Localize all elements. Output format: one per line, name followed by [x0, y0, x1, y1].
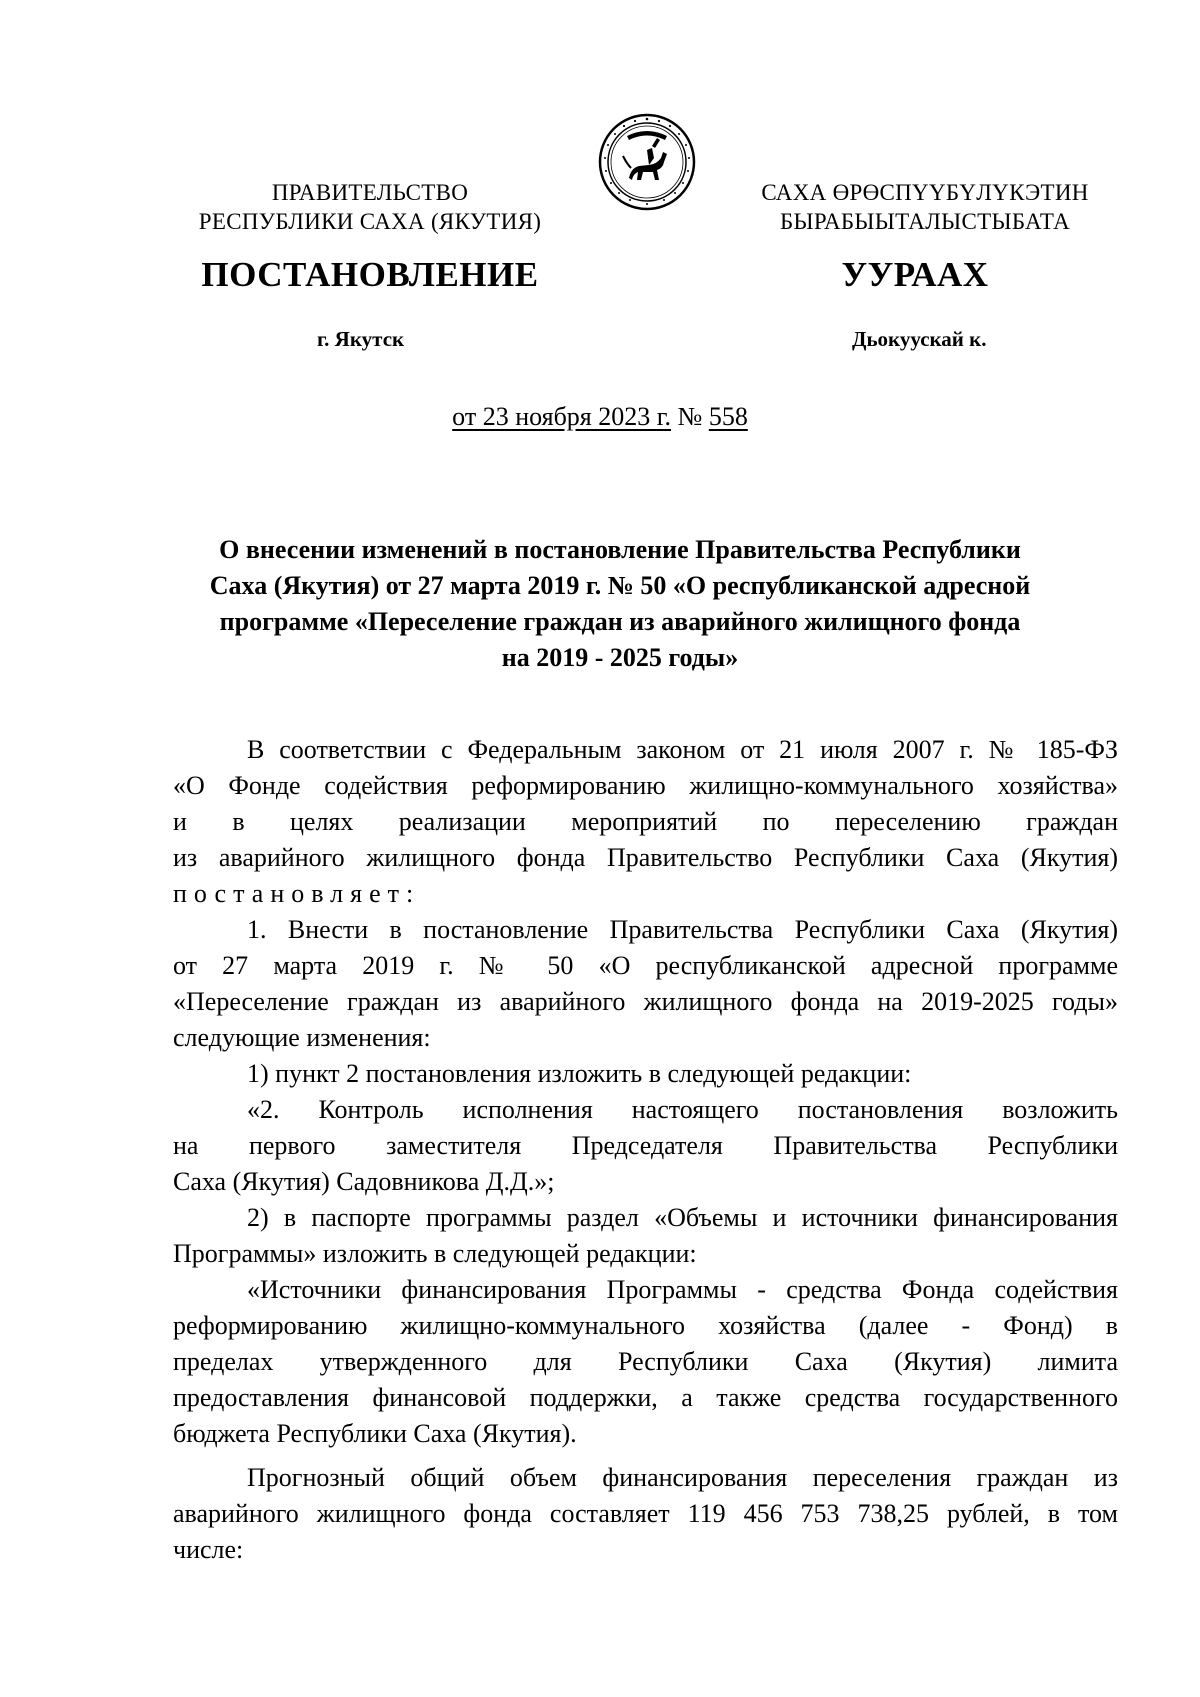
issuer-sakha-line2: БЫРАБЫЫТАЛЫСТЫБАТА	[779, 209, 1071, 234]
body-line: «О Фонде содействия реформированию жилищно-коммунального хозяйства»	[173, 771, 1118, 800]
issuer-russian	[170, 178, 570, 236]
body-line: «Переселение граждан из аварийного жилищного фонда на 2019-2025 годы»	[173, 987, 1118, 1016]
body-line: бюджета Республики Саха (Якутия).	[173, 1419, 577, 1448]
body-line: В соответствии с Федеральным законом от 21 июля 2007 г. № 185-ФЗ	[247, 735, 1118, 764]
date-and-number	[0, 402, 1200, 432]
document-subject	[180, 532, 1060, 676]
body-line: числе:	[173, 1535, 244, 1564]
subject-line: программе «Переселение граждан из аварийного жилищного фонда	[219, 607, 1021, 636]
body-line: пределах утвержденного для Республики Саха (Якутия) лимита	[173, 1347, 1118, 1376]
body-line: «2. Контроль исполнения настоящего постановления возложить	[247, 1095, 1118, 1124]
body-line: от 27 марта 2019 г. № 50 «О республиканской адресной программе	[173, 951, 1118, 980]
city-russian: г. Якутск	[317, 327, 405, 351]
body-line: 2) в паспорте программы раздел «Объемы и источники финансирования	[247, 1203, 1118, 1232]
body-line: Программы» изложить в следующей редакции:	[173, 1239, 697, 1268]
body-line: следующие изменения:	[173, 1023, 431, 1052]
issuer-russian-line1: ПРАВИТЕЛЬСТВО	[271, 180, 469, 205]
subject-line: Саха (Якутия) от 27 марта 2019 г. № 50 «О республиканской адресной	[209, 571, 1031, 600]
issuer-sakha	[735, 178, 1115, 236]
body-line: предоставления финансовой поддержки, а также средства государственного	[173, 1383, 1118, 1412]
body-line: аварийного жилищного фонда составляет 119 456 753 738,25 рублей, в том	[173, 1499, 1118, 1528]
body-line-decree-word: постановляет:	[173, 879, 421, 908]
issuer-russian-line2: РЕСПУБЛИКИ САХА (ЯКУТИЯ)	[198, 209, 542, 234]
subject-line: О внесении изменений в постановление Правительства Республики	[219, 535, 1021, 564]
body-line: Прогнозный общий объем финансирования переселения граждан из	[247, 1463, 1118, 1492]
body-line: 1. Внести в постановление Правительства Республики Саха (Якутия)	[247, 915, 1118, 944]
paragraph-gap	[173, 1452, 1118, 1460]
city-sakha: Дьокуускай к.	[852, 327, 987, 351]
body-line: и в целях реализации мероприятий по переселению граждан	[173, 807, 1118, 836]
document-type-sakha: УУРААХ	[841, 255, 989, 294]
document-type-russian: ПОСТАНОВЛЕНИЕ	[201, 255, 539, 294]
document-date: от 23 ноября 2023 г.	[452, 402, 671, 431]
republic-sakha-emblem-icon	[597, 112, 697, 212]
document-body	[173, 732, 1118, 1568]
body-line: реформированию жилищно-коммунального хозяйства (далее - Фонд) в	[173, 1311, 1118, 1340]
body-line: на первого заместителя Председателя Правительства Республики	[173, 1131, 1118, 1160]
body-line: «Источники финансирования Программы - средства Фонда содействия	[247, 1275, 1118, 1304]
subject-line: на 2019 - 2025 годы»	[501, 643, 739, 672]
body-line: 1) пункт 2 постановления изложить в следующей редакции:	[247, 1059, 912, 1088]
body-line: Саха (Якутия) Садовникова Д.Д.»;	[173, 1167, 555, 1196]
body-line: из аварийного жилищного фонда Правительство Республики Саха (Якутия)	[173, 843, 1118, 872]
number-sign: №	[677, 402, 703, 431]
issuer-sakha-line1: САХА ӨРӨСПҮҮБҮЛҮКЭТИН	[761, 180, 1089, 205]
document-number: 558	[708, 402, 748, 431]
